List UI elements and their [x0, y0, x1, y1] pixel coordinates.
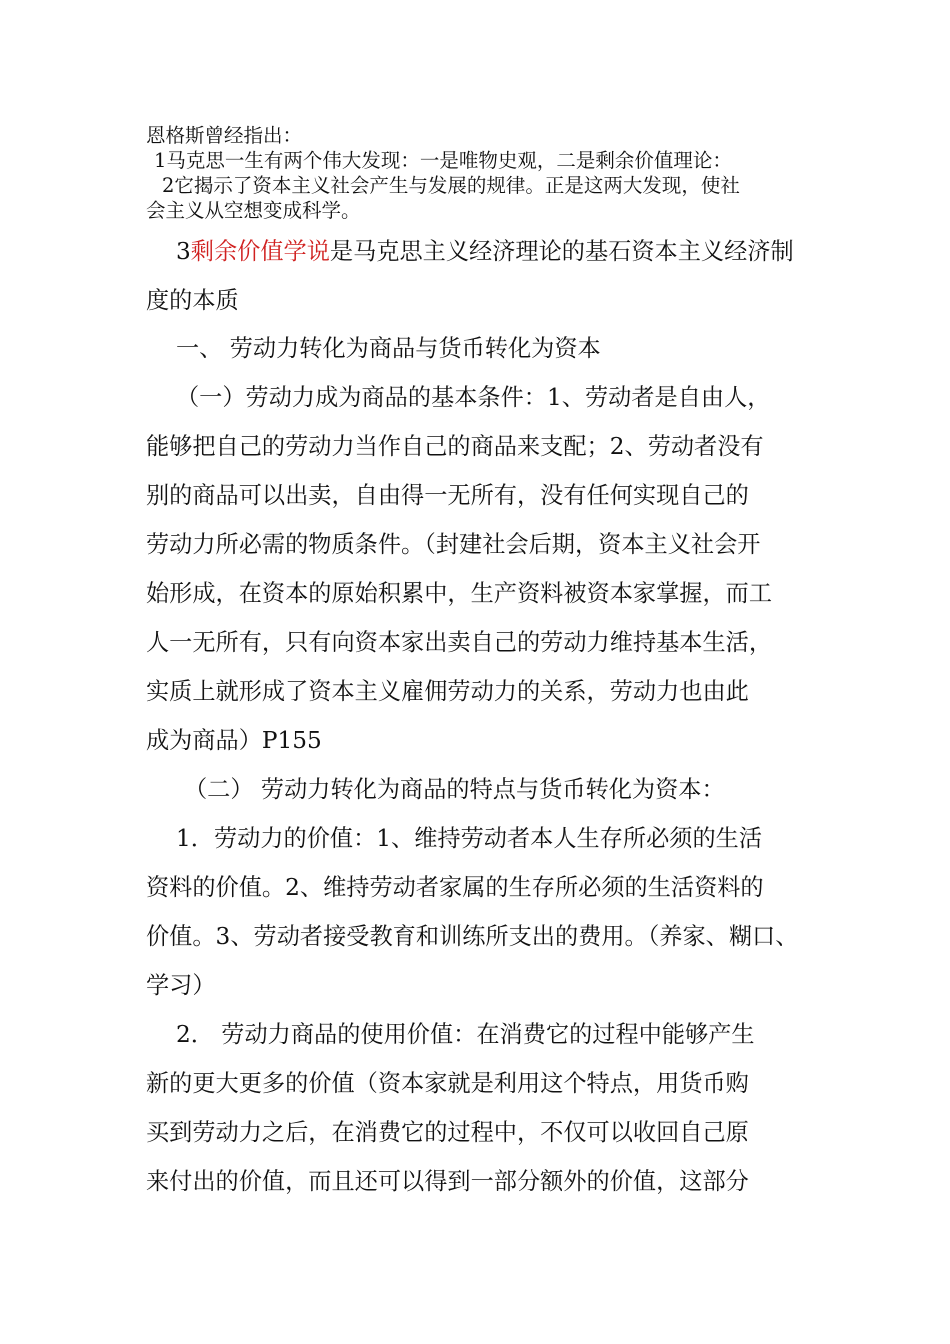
intro-line-1: 恩格斯曾经指出：	[146, 124, 303, 147]
point3-number: 3	[176, 238, 191, 265]
sub1-line-7: 实质上就形成了资本主义雇佣劳动力的关系，劳动力也由此	[146, 678, 749, 705]
sub1-line-8: 成为商品）P155	[146, 727, 322, 754]
item2-line-2: 新的更大更多的价值（资本家就是利用这个特点，用货币购	[146, 1070, 749, 1097]
item2-line-4: 来付出的价值，而且还可以得到一部分额外的价值，这部分	[146, 1168, 749, 1195]
intro-line-2: 1马克思一生有两个伟大发现：一是唯物史观，二是剩余价值理论：	[154, 149, 732, 172]
point3-continuation: 度的本质	[146, 287, 239, 314]
item2-line-1: 2． 劳动力商品的使用价值：在消费它的过程中能够产生	[176, 1021, 755, 1048]
intro-line-3: 2它揭示了资本主义社会产生与发展的规律。正是这两大发现，使社	[162, 174, 740, 197]
item1-line-3: 价值。3、劳动者接受教育和训练所支出的费用。（养家、糊口、	[146, 923, 799, 950]
section1-heading: 一、 劳动力转化为商品与货币转化为资本	[176, 335, 601, 362]
item2-line-3: 买到劳动力之后，在消费它的过程中，不仅可以收回自己原	[146, 1119, 749, 1146]
sub2-heading: （二） 劳动力转化为商品的特点与货币转化为资本：	[184, 776, 725, 803]
item1-line-4: 学习）	[146, 972, 216, 999]
item1-line-2: 资料的价值。2、维持劳动者家属的生存所必须的生活资料的	[146, 874, 764, 901]
sub1-line-3: 别的商品可以出卖，自由得一无所有，没有任何实现自己的	[146, 482, 749, 509]
sub1-line-5: 始形成，在资本的原始积累中，生产资料被资本家掌握，而工	[146, 580, 773, 607]
item1-line-1: 1．劳动力的价值：1、维持劳动者本人生存所必须的生活	[176, 825, 763, 852]
point3-line	[176, 237, 794, 267]
sub1-line-4: 劳动力所必需的物质条件。（封建社会后期，资本主义社会开	[146, 531, 761, 558]
sub1-line-2: 能够把自己的劳动力当作自己的商品来支配；2、劳动者没有	[146, 433, 764, 460]
sub1-line-6: 人一无所有，只有向资本家出卖自己的劳动力维持基本生活，	[146, 629, 773, 656]
point3-rest: 是马克思主义经济理论的基石资本主义经济制	[329, 238, 794, 265]
point3-highlight: 剩余价值学说	[190, 238, 330, 265]
intro-line-4: 会主义从空想变成科学。	[146, 199, 361, 222]
sub1-line-1: （一）劳动力成为商品的基本条件：1、劳动者是自由人，	[176, 384, 771, 411]
